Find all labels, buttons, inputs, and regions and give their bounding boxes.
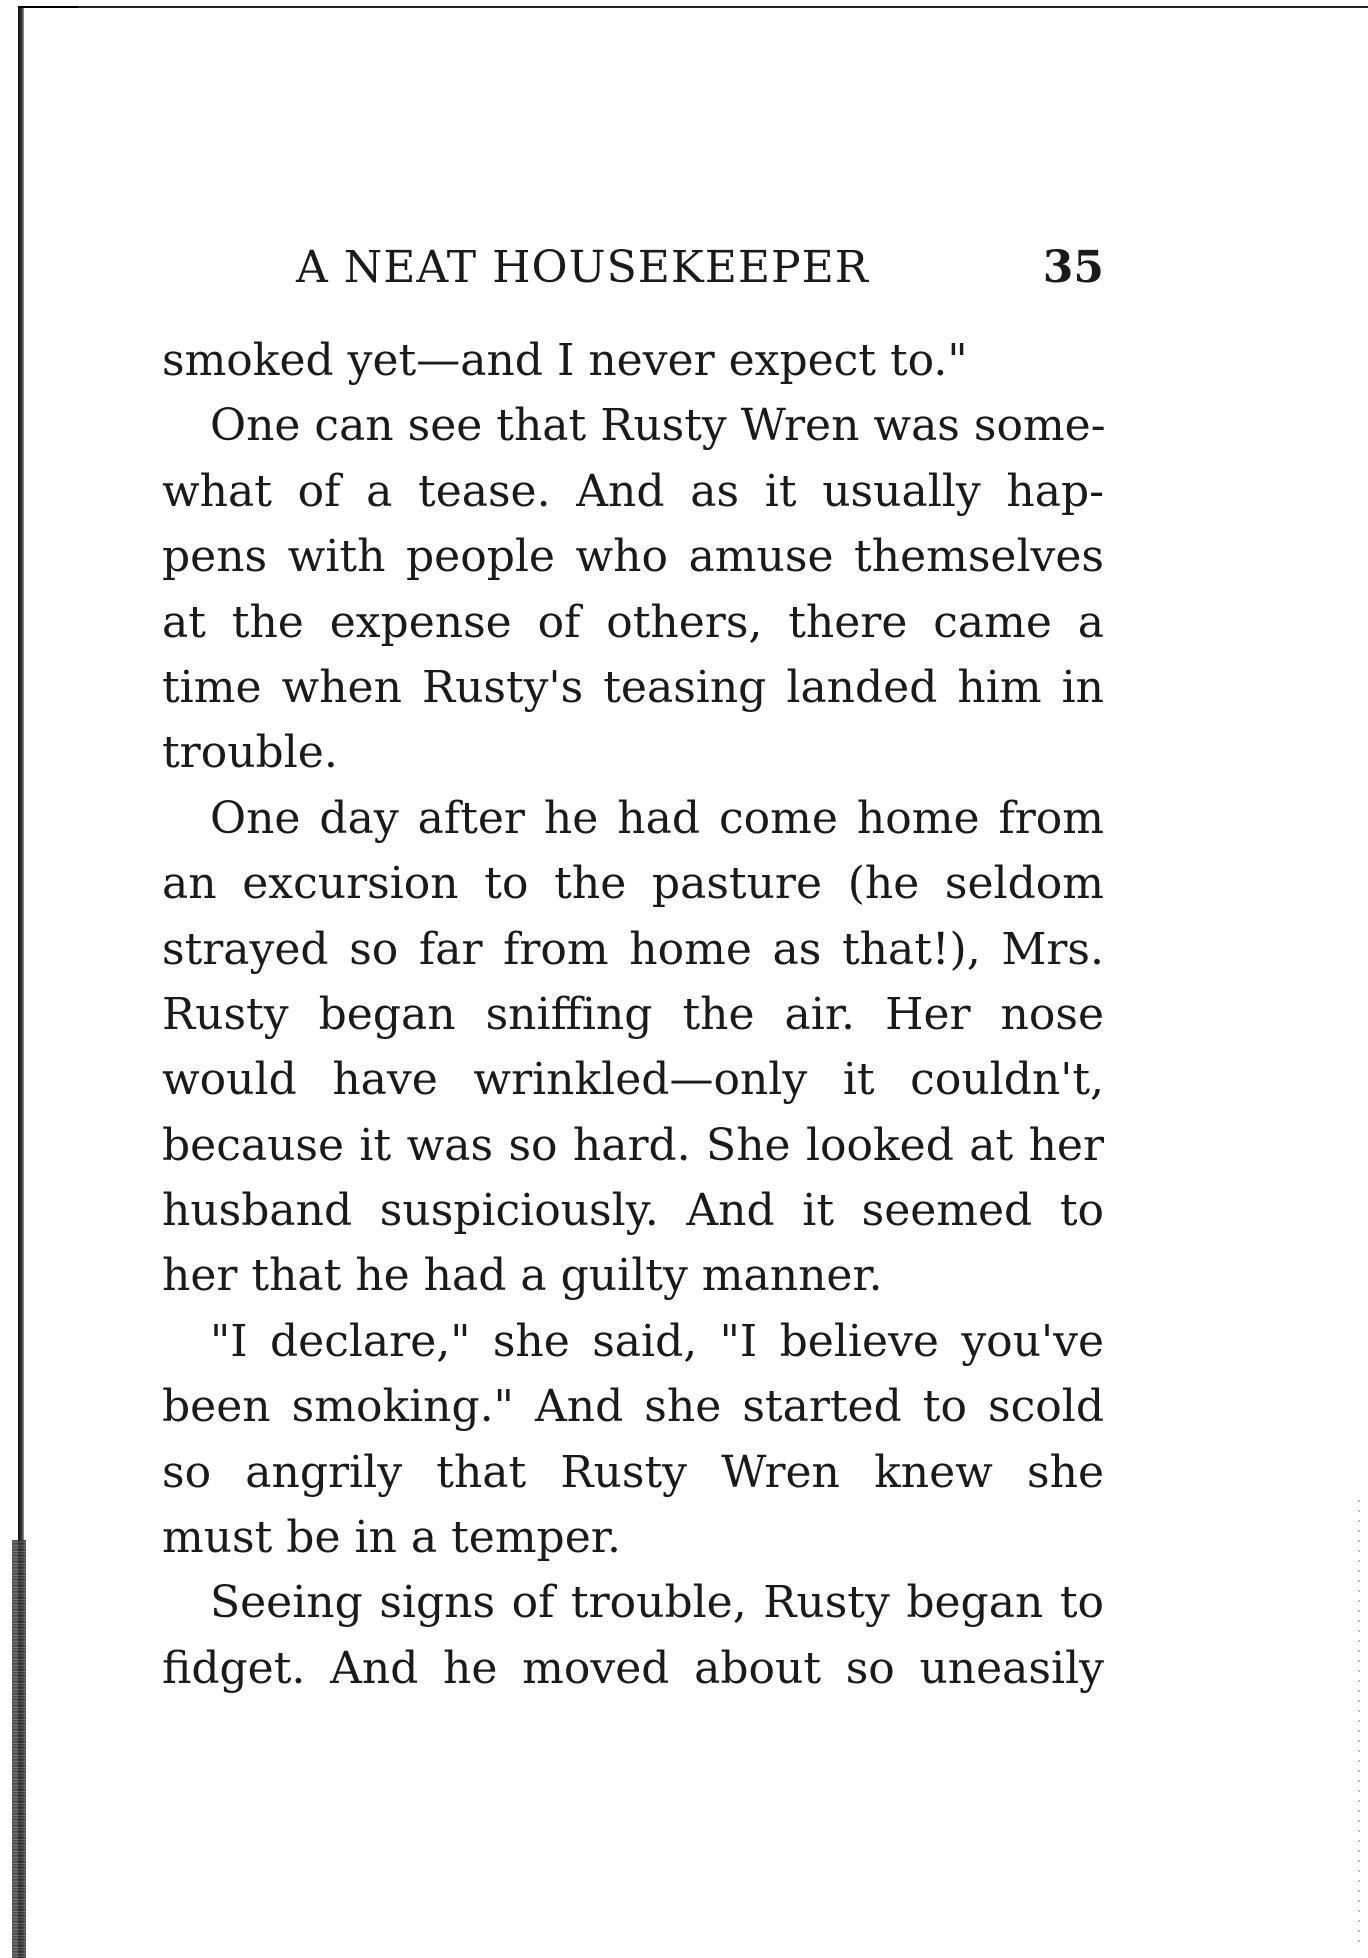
text-line: Seeing signs of trouble, Rusty began to <box>210 1577 1104 1629</box>
text-line: One day after he had come home from <box>210 792 1104 844</box>
text-line: at the expense of others, there came a <box>162 596 1104 648</box>
running-title: A NEAT HOUSEKEEPER <box>296 242 869 293</box>
text-line: fidget. And he moved about so uneasily <box>162 1642 1104 1694</box>
text-line: because it was so hard. She looked at her <box>162 1119 1104 1171</box>
scan-binding-texture <box>12 1540 26 1958</box>
text-line: what of a tease. And as it usually hap- <box>162 465 1104 517</box>
text-line: so angrily that Rusty Wren knew she <box>162 1446 1104 1498</box>
text-line: would have wrinkled—only it couldn't, <box>162 1054 1104 1106</box>
page-header <box>296 238 1104 298</box>
body-text <box>162 328 1104 1701</box>
text-line: pens with people who amuse themselves <box>162 531 1104 583</box>
text-line: trouble. <box>162 727 338 779</box>
text-line: an excursion to the pasture (he seldom <box>162 858 1104 910</box>
scan-top-edge <box>22 6 1368 8</box>
scan-right-noise <box>1358 1500 1360 1950</box>
text-line: her that he had a guilty manner. <box>162 1250 883 1302</box>
text-line: husband suspiciously. And it seemed to <box>162 1185 1104 1237</box>
text-line: been smoking." And she started to scold <box>162 1381 1104 1433</box>
scan-corner <box>18 6 78 8</box>
text-line: strayed so far from home as that!), Mrs. <box>162 923 1104 975</box>
text-line: smoked yet—and I never expect to." <box>162 335 968 386</box>
text-line: Rusty began sniffing the air. Her nose <box>162 988 1104 1040</box>
text-line: "I declare," she said, "I believe you've <box>210 1315 1104 1367</box>
text-line: One can see that Rusty Wren was some- <box>210 400 1106 452</box>
text-line: must be in a temper. <box>162 1512 621 1564</box>
page-number: 35 <box>1042 242 1104 293</box>
text-line: time when Rusty's teasing landed him in <box>162 661 1104 713</box>
